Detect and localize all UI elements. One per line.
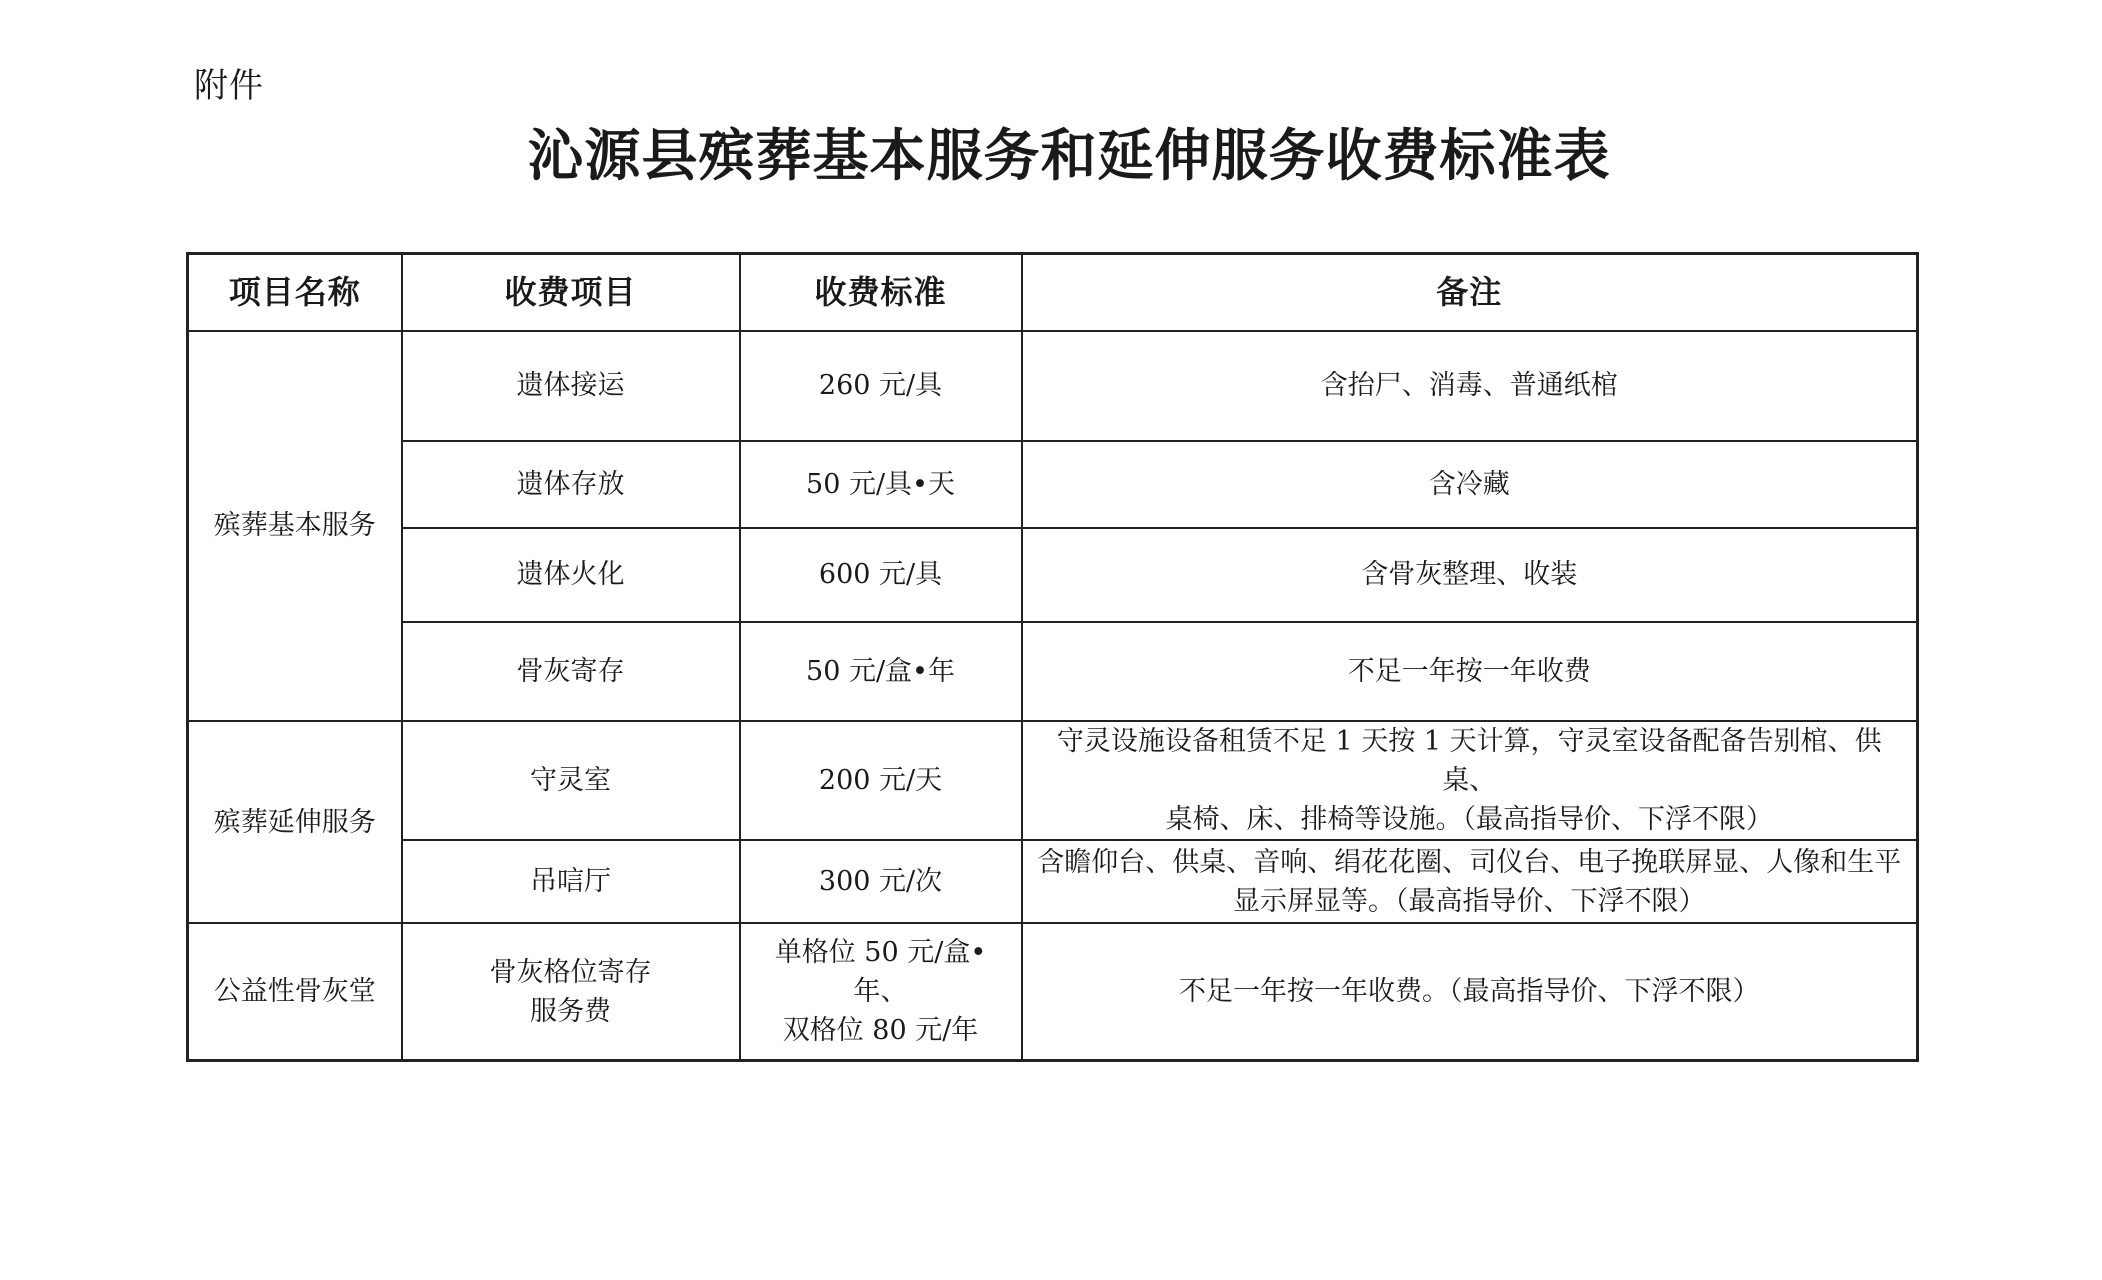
header-fee-item: 收费项目 <box>402 254 740 332</box>
fee-item-cell: 遗体接运 <box>402 331 740 441</box>
remark-cell: 含冷藏 <box>1022 441 1918 528</box>
table-row <box>188 528 1918 622</box>
remark-line: 守灵设施设备租赁不足 1 天按 1 天计算，守灵室设备配备告别棺、供桌、 <box>1056 726 1882 797</box>
fee-standard-cell: 50 元/盒•年 <box>740 622 1022 721</box>
remark-cell: 含抬尸、消毒、普通纸棺 <box>1022 331 1918 441</box>
header-project-name: 项目名称 <box>188 254 402 332</box>
fee-standard-table <box>186 252 1919 1062</box>
fee-item-cell: 吊唁厅 <box>402 840 740 923</box>
remark-cell: 不足一年按一年收费。（最高指导价、下浮不限） <box>1022 923 1918 1060</box>
fee-item-cell: 遗体火化 <box>402 528 740 622</box>
fee-standard-cell: 600 元/具 <box>740 528 1022 622</box>
table-row <box>188 622 1918 721</box>
table-header-row <box>188 254 1918 332</box>
fee-item-line: 骨灰格位寄存 <box>489 956 652 988</box>
table-row <box>188 840 1918 923</box>
page-title: 沁源县殡葬基本服务和延伸服务收费标准表 <box>527 123 1611 189</box>
fee-standard-line: 双格位 80 元/年 <box>782 1015 979 1047</box>
header-fee-standard: 收费标准 <box>740 254 1022 332</box>
fee-item-cell: 遗体存放 <box>402 441 740 528</box>
fee-standard-cell: 300 元/次 <box>740 840 1022 923</box>
fee-standard-cell: 260 元/具 <box>740 331 1022 441</box>
remark-cell: 不足一年按一年收费 <box>1022 622 1918 721</box>
table-row <box>188 721 1918 840</box>
header-remarks: 备注 <box>1022 254 1918 332</box>
fee-standard-cell <box>740 923 1022 1060</box>
fee-standard-cell: 50 元/具•天 <box>740 441 1022 528</box>
project-name-cell: 殡葬基本服务 <box>188 331 402 721</box>
fee-standard-line: 单格位 50 元/盒•年、 <box>774 936 987 1008</box>
table-row <box>188 923 1918 1060</box>
project-name-cell: 公益性骨灰堂 <box>188 923 402 1060</box>
fee-item-cell: 守灵室 <box>402 721 740 840</box>
remark-line: 含瞻仰台、供桌、音响、绢花花圈、司仪台、电子挽联屏显、人像和生平 <box>1037 846 1902 878</box>
remark-cell <box>1022 721 1918 840</box>
fee-standard-cell: 200 元/天 <box>740 721 1022 840</box>
remark-line: 显示屏显等。（最高指导价、下浮不限） <box>1233 885 1706 917</box>
project-name-cell: 殡葬延伸服务 <box>188 721 402 923</box>
remark-cell <box>1022 840 1918 923</box>
fee-item-cell: 骨灰寄存 <box>402 622 740 721</box>
remark-line: 桌椅、床、排椅等设施。（最高指导价、下浮不限） <box>1165 804 1773 836</box>
table-row <box>188 331 1918 441</box>
fee-item-cell <box>402 923 740 1060</box>
fee-item-line: 服务费 <box>530 995 611 1027</box>
remark-cell: 含骨灰整理、收装 <box>1022 528 1918 622</box>
attachment-label: 附件 <box>194 66 264 106</box>
table-row <box>188 441 1918 528</box>
